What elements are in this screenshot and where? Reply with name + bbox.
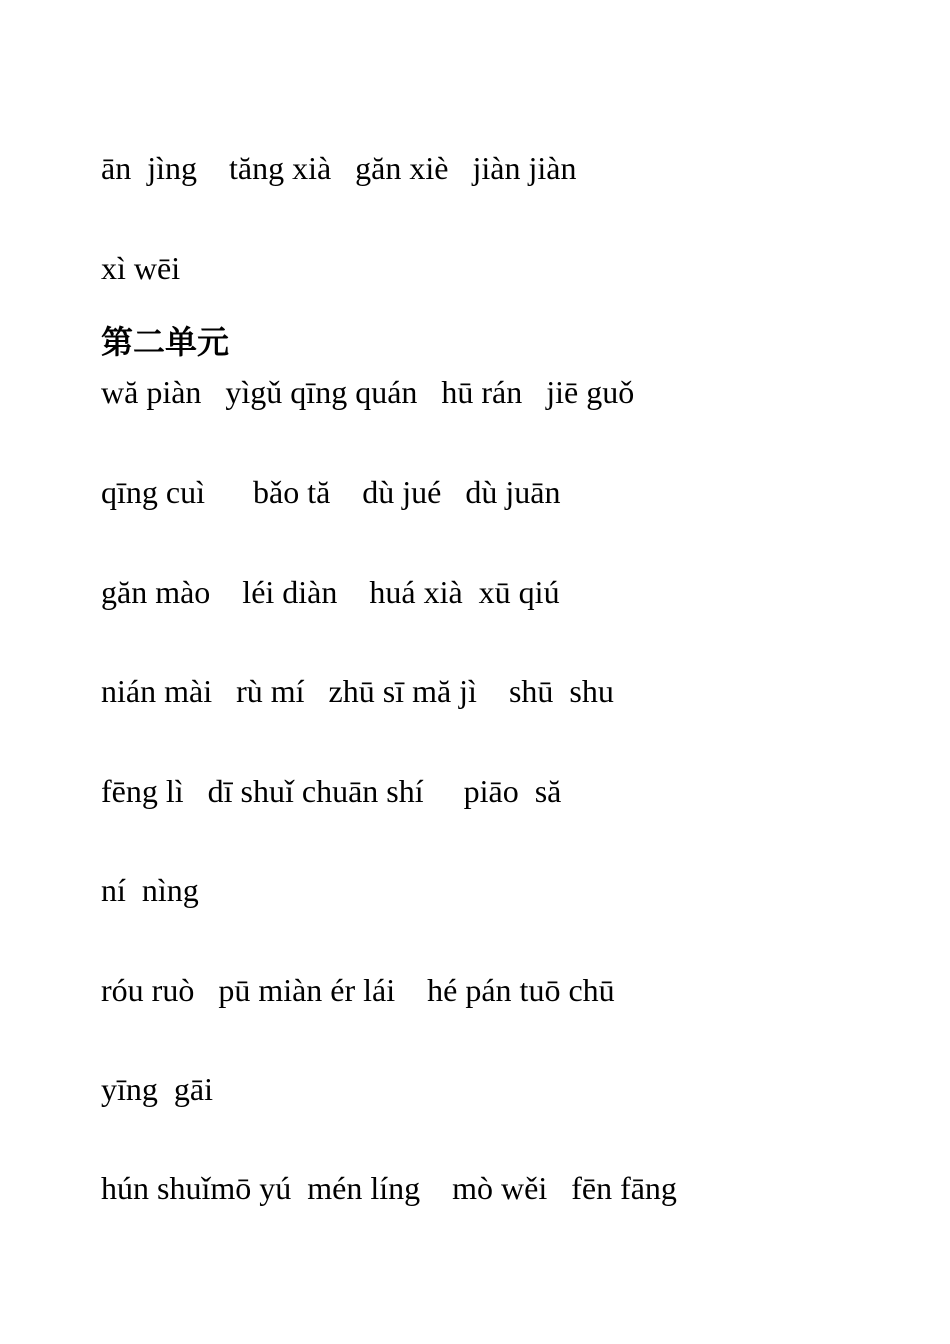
pinyin-line: ān jìng tăng xià găn xiè jiàn jiàn <box>101 150 577 186</box>
pinyin-line: qīng cuì bǎo tă dù jué dù juān <box>101 474 561 510</box>
pinyin-line: nián mài rù mí zhū sī mă jì shū shu <box>101 673 614 709</box>
pinyin-line: xì wēi <box>101 250 181 286</box>
pinyin-line: yīng gāi <box>101 1071 213 1107</box>
pinyin-line: găn mào léi diàn huá xià xū qiú <box>101 574 560 610</box>
pinyin-line: ní nìng <box>101 872 199 908</box>
pinyin-line: fēng lì dī shuǐ chuān shí piāo să <box>101 773 562 809</box>
pinyin-line: wă piàn yìgǔ qīng quán hū rán jiē guǒ <box>101 374 635 410</box>
section-heading: 第二单元 <box>101 323 230 361</box>
pinyin-line: róu ruò pū miàn ér lái hé pán tuō chū <box>101 972 615 1008</box>
pinyin-line: hún shuǐmō yú mén líng mò wěi fēn fāng <box>101 1170 677 1206</box>
